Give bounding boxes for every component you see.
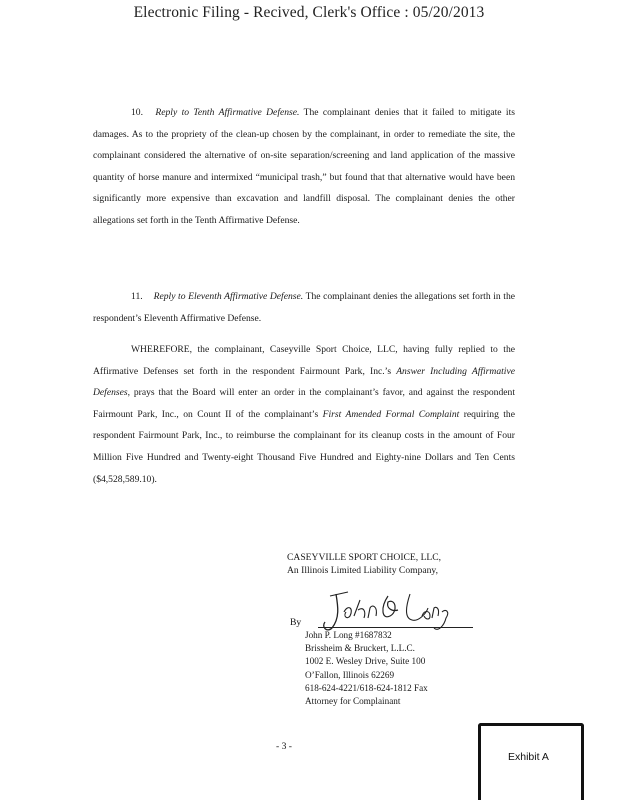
- signature-company-block: [287, 551, 441, 577]
- law-firm: Brissheim & Bruckert, L.L.C.: [305, 643, 415, 654]
- wherefore-text-2: , prays that the Board will enter an order in the complainant’s favor, and against the respondent Fairmount Park, Inc., on Count II of the complainant’s: [93, 387, 515, 420]
- paragraph-heading: Reply to Eleventh Affirmative Defense.: [153, 291, 304, 302]
- attorney-block: [305, 629, 428, 708]
- wherefore-italic-complaint: First Amended Formal Complaint: [322, 408, 460, 420]
- paragraph-10: [93, 102, 515, 232]
- paragraph-number: 10.: [131, 107, 143, 118]
- company-name: CASEYVILLE SPORT CHOICE, LLC,: [287, 552, 442, 563]
- street-address: 1002 E. Wesley Drive, Suite 100: [305, 656, 426, 667]
- exhibit-label: Exhibit A: [508, 751, 549, 763]
- wherefore-text-1: WHEREFORE, the complainant, Caseyville Sport Choice, LLC, having fully replied to the Affirmative Defenses set forth in the respondent Fairmount Park, Inc.’s: [93, 344, 515, 377]
- wherefore-italic-answer: Answer Including Affirmative Defenses: [93, 365, 515, 399]
- city-state-zip: O’Fallon, Illinois 62269: [305, 669, 395, 680]
- page-number: - 3 -: [276, 741, 292, 752]
- filing-header: Electronic Filing - Recived, Clerk's Office : 05/20/2013: [133, 4, 485, 21]
- attorney-role: Attorney for Complainant: [305, 696, 401, 707]
- paragraph-number: 11.: [131, 291, 143, 302]
- by-label: By: [290, 617, 302, 628]
- paragraph-text: The complainant denies that it failed to mitigate its damages. As to the propriety of the clean-up chosen by the complainant, in order to remediate the site, the complainant considered the alternative of on-site separation/screening and land application of the massive quantity of horse manure and intermixed “municipal trash,” but found that that alternative would have been significantly more expensive than excavation and landfill disposal. The complainant denies the other allegations set forth in the Tenth Affirmative Defense.: [93, 107, 515, 226]
- wherefore-text-3: requiring the respondent Fairmount Park, Inc., to reimburse the complainant for its cleanup costs in the amount of Four Million Five Hundred and Twenty-eight Thousand Five Hundred and Eighty-nine Dollars and Ten Cents ($4,528,589.10).: [93, 408, 515, 485]
- paragraph-11: [93, 286, 515, 329]
- company-description: An Illinois Limited Liability Company,: [287, 565, 438, 576]
- attorney-name: John P. Long #1687832: [305, 630, 392, 640]
- signature-line: [318, 627, 473, 628]
- wherefore-paragraph: [93, 339, 515, 490]
- phone-fax: 618-624-4221/618-624-1812 Fax: [305, 682, 428, 693]
- paragraph-heading: Reply to Tenth Affirmative Defense.: [155, 107, 300, 118]
- paragraph-text: The complainant denies the allegations set forth in the respondent’s Eleventh Affirmative Defense.: [93, 291, 515, 324]
